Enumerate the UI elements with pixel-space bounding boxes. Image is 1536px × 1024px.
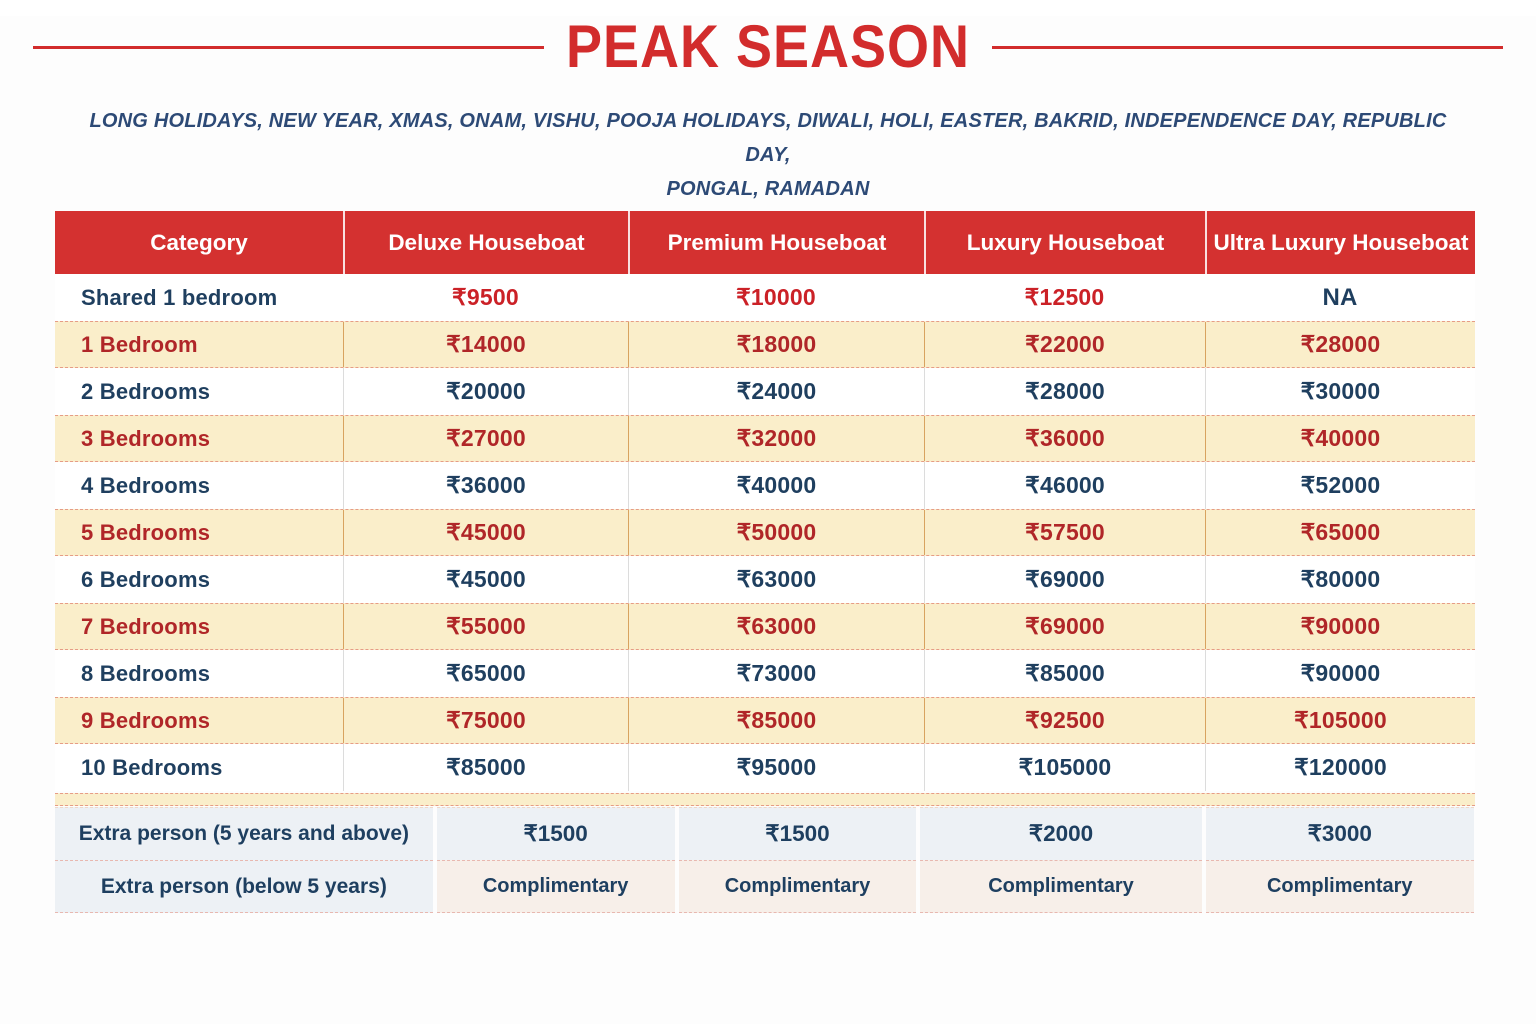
table-header-row xyxy=(55,211,1475,274)
extra-price-cell: Complimentary xyxy=(679,860,917,913)
price-cell: ₹120000 xyxy=(1205,744,1475,791)
extra-price-cell: Complimentary xyxy=(437,860,675,913)
price-cell: ₹40000 xyxy=(628,462,924,509)
extra-label-cell: Extra person (below 5 years) xyxy=(55,860,433,913)
subtitle-line-2: PONGAL, RAMADAN xyxy=(666,178,870,200)
title-rule-right xyxy=(992,46,1503,49)
table-row xyxy=(55,603,1475,650)
price-cell: ₹50000 xyxy=(628,510,924,555)
extra-price-cell: ₹1500 xyxy=(679,807,917,860)
price-cell: ₹65000 xyxy=(343,650,628,697)
category-cell: 8 Bedrooms xyxy=(81,660,211,686)
price-cell: ₹57500 xyxy=(924,510,1205,555)
price-cell: ₹105000 xyxy=(1205,698,1475,743)
price-cell: ₹10000 xyxy=(736,284,816,310)
price-cell: ₹73000 xyxy=(628,650,924,697)
price-cell: ₹32000 xyxy=(628,416,924,461)
rate-table xyxy=(55,211,1475,913)
title-row xyxy=(33,13,1503,81)
category-cell: 4 Bedrooms xyxy=(81,472,211,498)
price-cell: ₹14000 xyxy=(343,322,628,367)
category-cell: Shared 1 bedroom xyxy=(81,284,278,310)
header-category: Category xyxy=(150,229,248,255)
category-cell: 9 Bedrooms xyxy=(81,707,211,733)
price-cell: ₹27000 xyxy=(343,416,628,461)
table-row xyxy=(55,697,1475,744)
extra-price-cell: ₹1500 xyxy=(437,807,675,860)
header-premium: Premium Houseboat xyxy=(628,211,924,274)
peak-season-rate-card xyxy=(0,13,1536,1024)
price-cell: ₹36000 xyxy=(924,416,1205,461)
category-cell: 1 Bedroom xyxy=(81,331,198,357)
price-cell: ₹20000 xyxy=(343,368,628,415)
header-deluxe: Deluxe Houseboat xyxy=(343,211,628,274)
table-row xyxy=(55,650,1475,697)
table-row xyxy=(55,274,1475,321)
price-cell: ₹24000 xyxy=(628,368,924,415)
extra-price-cell: Complimentary xyxy=(1206,860,1474,913)
category-cell: 10 Bedrooms xyxy=(81,754,223,780)
price-cell: ₹45000 xyxy=(343,556,628,603)
extra-label-cell: Extra person (5 years and above) xyxy=(55,807,433,860)
table-bottom-strip xyxy=(55,793,1475,806)
extra-price-cell: ₹2000 xyxy=(920,807,1201,860)
extra-person-section xyxy=(55,807,1475,913)
table-row xyxy=(55,509,1475,556)
extra-price-cell: ₹3000 xyxy=(1206,807,1474,860)
price-cell: ₹85000 xyxy=(924,650,1205,697)
extra-price-cell: Complimentary xyxy=(920,860,1201,913)
price-cell: ₹63000 xyxy=(628,604,924,649)
extra-person-row xyxy=(55,807,1475,860)
table-row xyxy=(55,462,1475,509)
price-cell: ₹63000 xyxy=(628,556,924,603)
price-cell: ₹28000 xyxy=(924,368,1205,415)
category-cell: 3 Bedrooms xyxy=(81,425,211,451)
table-row xyxy=(55,321,1475,368)
holiday-list-subtitle xyxy=(68,104,1468,206)
price-cell: NA xyxy=(1322,283,1358,311)
subtitle-line-1: LONG HOLIDAYS, NEW YEAR, XMAS, ONAM, VISHU, POOJA HOLIDAYS, DIWALI, HOLI, EASTER, BAKRID, INDEPENDENCE DAY, REPUBLIC DAY, xyxy=(89,110,1447,166)
category-cell: 2 Bedrooms xyxy=(81,378,211,404)
price-cell: ₹85000 xyxy=(628,698,924,743)
price-cell: ₹92500 xyxy=(924,698,1205,743)
price-cell: ₹22000 xyxy=(924,322,1205,367)
price-cell: ₹55000 xyxy=(343,604,628,649)
table-row xyxy=(55,368,1475,415)
price-cell: ₹85000 xyxy=(343,744,628,791)
price-cell: ₹46000 xyxy=(924,462,1205,509)
price-cell: ₹90000 xyxy=(1205,604,1475,649)
price-cell: ₹52000 xyxy=(1205,462,1475,509)
price-cell: ₹90000 xyxy=(1205,650,1475,697)
price-cell: ₹65000 xyxy=(1205,510,1475,555)
page-title: PEAK SEASON xyxy=(565,13,971,81)
category-cell: 6 Bedrooms xyxy=(81,566,211,592)
price-cell: ₹69000 xyxy=(924,556,1205,603)
category-cell: 7 Bedrooms xyxy=(81,613,211,639)
header-luxury: Luxury Houseboat xyxy=(924,211,1205,274)
extra-person-row xyxy=(55,860,1475,913)
header-ultra-luxury: Ultra Luxury Houseboat xyxy=(1205,211,1475,274)
price-cell: ₹45000 xyxy=(343,510,628,555)
price-cell: ₹36000 xyxy=(343,462,628,509)
table-row xyxy=(55,415,1475,462)
price-cell: ₹18000 xyxy=(628,322,924,367)
category-cell: 5 Bedrooms xyxy=(81,519,211,545)
price-cell: ₹95000 xyxy=(628,744,924,791)
table-row xyxy=(55,556,1475,603)
title-rule-left xyxy=(33,46,544,49)
price-cell: ₹80000 xyxy=(1205,556,1475,603)
price-cell: ₹75000 xyxy=(343,698,628,743)
price-cell: ₹9500 xyxy=(452,284,519,310)
price-cell: ₹69000 xyxy=(924,604,1205,649)
price-cell: ₹12500 xyxy=(1024,284,1105,310)
price-cell: ₹28000 xyxy=(1205,322,1475,367)
price-cell: ₹30000 xyxy=(1205,368,1475,415)
price-cell: ₹105000 xyxy=(924,744,1205,791)
table-row xyxy=(55,744,1475,791)
price-cell: ₹40000 xyxy=(1205,416,1475,461)
